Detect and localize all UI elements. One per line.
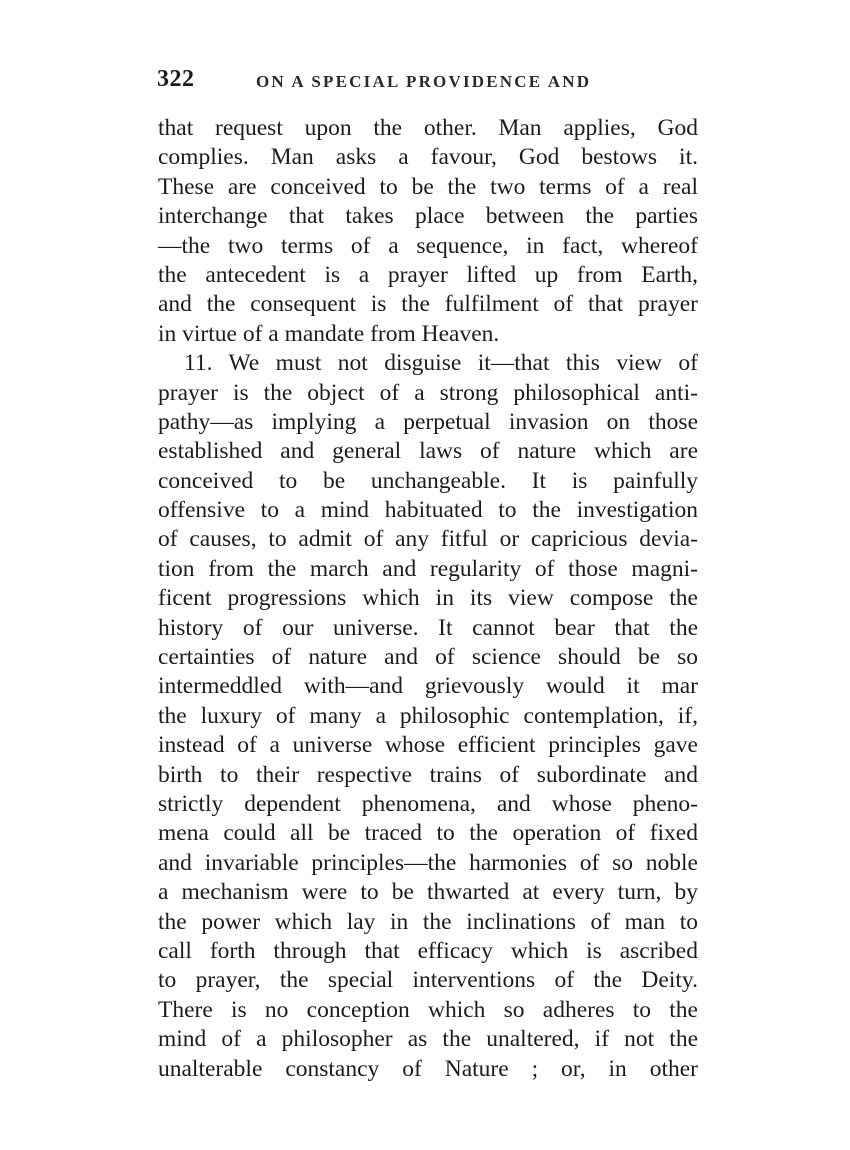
text-line: mena could all be traced to the operation of fixed (158, 820, 698, 847)
text-line: unalterable constancy of Nature ; or, in other (158, 1055, 698, 1082)
text-line: to prayer, the special interventions of the Deity. (158, 967, 698, 994)
paragraph-start-line: 11. We must not disguise it—that this view of (184, 350, 698, 377)
text-line: tion from the march and regularity of those magni- (158, 555, 698, 582)
text-line: of causes, to admit of any fitful or capricious devia- (158, 526, 698, 553)
text-line: the power which lay in the inclinations of man to (158, 908, 698, 935)
text-line: complies. Man asks a favour, God bestows it. (158, 144, 698, 171)
text-line: There is no conception which so adheres to the (158, 996, 698, 1023)
text-line: established and general laws of nature which are (158, 438, 698, 465)
text-line: pathy—as implying a perpetual invasion on those (158, 408, 698, 435)
text-line: interchange that takes place between the parties (158, 203, 698, 230)
text-line: ficent progressions which in its view compose the (158, 585, 698, 612)
text-line: strictly dependent phenomena, and whose pheno- (158, 790, 698, 817)
running-title: ON A SPECIAL PROVIDENCE AND (256, 72, 592, 91)
text-line: the antecedent is a prayer lifted up from Earth, (158, 261, 698, 288)
text-line: and the consequent is the fulfilment of that prayer (158, 291, 698, 318)
text-line: conceived to be unchangeable. It is painfully (158, 467, 698, 494)
text-line: offensive to a mind habituated to the investigation (158, 497, 698, 524)
text-line: history of our universe. It cannot bear that the (158, 614, 698, 641)
text-line: birth to their respective trains of subordinate and (158, 761, 698, 788)
text-line: intermeddled with—and grievously would it mar (158, 673, 698, 700)
running-head (157, 62, 697, 96)
text-line: the luxury of many a philosophic contemplation, if, (158, 702, 698, 729)
text-line: instead of a universe whose efficient principles gave (158, 732, 698, 759)
text-line: a mechanism were to be thwarted at every turn, by (158, 879, 698, 906)
text-line: call forth through that efficacy which is ascribed (158, 937, 698, 964)
text-line: certainties of nature and of science should be so (158, 644, 698, 671)
body-text (158, 114, 698, 1084)
text-line: that request upon the other. Man applies, God (158, 115, 698, 141)
text-line: These are conceived to be the two terms of a real (158, 173, 698, 200)
text-line: prayer is the object of a strong philosophical anti- (158, 379, 698, 406)
text-line: —the two terms of a sequence, in fact, whereof (158, 232, 698, 259)
page-number: 322 (157, 66, 195, 92)
text-line: mind of a philosopher as the unaltered, if not the (158, 1026, 698, 1053)
paragraph-end-line: in virtue of a mandate from Heaven. (158, 320, 500, 347)
text-line: and invariable principles—the harmonies of so noble (158, 849, 698, 876)
